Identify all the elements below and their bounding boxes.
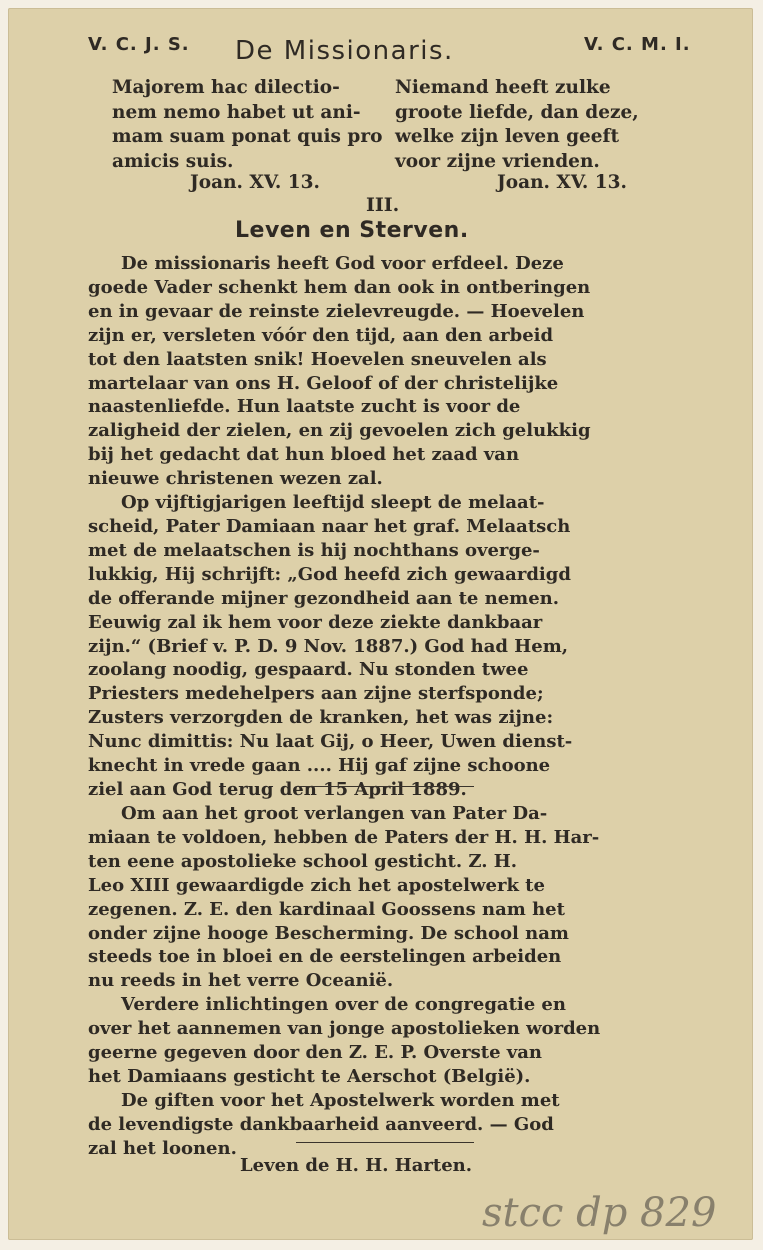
text-line: Zusters verzorgden de kranken, het was zijne:	[88, 707, 554, 729]
section-title: Leven en Sterven.	[235, 218, 469, 243]
text-line: naastenliefde. Hun laatste zucht is voor de	[88, 396, 521, 418]
text-line: zaligheid der zielen, en zij gevoelen zich gelukkig	[88, 420, 591, 442]
text-line: de levendigste dankbaarheid aanveerd. — God	[88, 1113, 554, 1135]
text-line: de offerande mijner gezondheid aan te nemen.	[88, 587, 560, 609]
text-line: zijn er, versleten vóór den tijd, aan den arbeid	[88, 324, 554, 346]
quote-line: welke zijn leven geeft	[395, 126, 620, 147]
text-line: Verdere inlichtingen over de congregatie en	[121, 994, 566, 1016]
body-section-1	[88, 252, 688, 802]
body-section-2	[88, 802, 688, 1161]
text-line: het Damiaans gesticht te Aerschot (België).	[88, 1065, 531, 1087]
text-line: scheid, Pater Damiaan naar het graf. Melaatsch	[88, 515, 571, 537]
page-title: De Missionaris.	[235, 36, 454, 66]
text-line: Eeuwig zal ik hem voor deze ziekte dankbaar	[88, 611, 543, 633]
text-line: over het aannemen van jonge apostolieken worden	[88, 1018, 601, 1040]
quote-line: voor zijne vrienden.	[395, 150, 600, 172]
quote-line: mam suam ponat quis pro	[112, 126, 383, 147]
catalog-mark-text: stcc dp 829	[482, 1190, 717, 1236]
text-line: steeds toe in bloei en de eerstelingen arbeiden	[88, 946, 562, 968]
scripture-reference-left: Joan. XV. 13.	[190, 172, 320, 193]
text-line: De giften voor het Apostelwerk worden met	[121, 1089, 560, 1111]
quote-line: Niemand heeft zulke	[395, 77, 611, 98]
text-line: met de melaatschen is hij nochthans overge-	[88, 539, 540, 561]
text-line: Op vijftigjarigen leeftijd sleept de melaat-	[121, 492, 545, 514]
text-line: miaan te voldoen, hebben de Paters der H. H. Har-	[88, 826, 600, 848]
text-line: en in gevaar de reinste zielevreugde. — Hoevelen	[88, 300, 585, 322]
text-line: tot den laatsten snik! Hoevelen sneuvelen als	[88, 348, 547, 370]
header-right-monogram: V. C. M. I.	[584, 34, 691, 55]
text-line: nu reeds in het verre Oceanië.	[88, 970, 394, 992]
divider	[296, 786, 474, 787]
quote-line: Majorem hac dilectio-	[112, 77, 340, 98]
scripture-reference-right: Joan. XV. 13.	[497, 172, 627, 193]
text-line: Om aan het groot verlangen van Pater Da-	[121, 803, 548, 824]
text-line: lukkig, Hij schrijft: „God heefd zich gewaardigd	[88, 563, 571, 585]
text-line: bij het gedacht dat hun bloed het zaad van	[88, 444, 520, 466]
text-line: knecht in vrede gaan .... Hij gaf zijne schoone	[88, 755, 551, 777]
divider	[296, 1142, 474, 1143]
quote-line: groote liefde, dan deze,	[395, 101, 639, 123]
text-line: nieuwe christenen wezen zal.	[88, 468, 383, 490]
closing-line: Leven de H. H. Harten.	[240, 1155, 473, 1176]
latin-quote	[112, 76, 387, 174]
text-line: zoolang noodig, gespaard. Nu stonden twee	[88, 659, 529, 681]
quote-line: amicis suis.	[112, 150, 234, 172]
text-line: Leo XIII gewaardigde zich het apostelwerk te	[88, 874, 545, 896]
text-line: geerne gegeven door den Z. E. P. Overste van	[88, 1042, 543, 1064]
handwritten-catalog-mark	[478, 1170, 728, 1240]
text-line: goede Vader schenkt hem dan ook in ontberingen	[88, 276, 591, 298]
part-number: III.	[366, 194, 400, 216]
header-left-monogram: V. C. J. S.	[88, 34, 190, 55]
text-line: De missionaris heeft God voor erfdeel. Deze	[121, 253, 564, 274]
text-line: zal het loonen.	[88, 1137, 237, 1159]
text-line: zijn.“ (Brief v. P. D. 9 Nov. 1887.) God had Hem,	[88, 635, 569, 657]
text-line: martelaar van ons H. Geloof of der christelijke	[88, 372, 559, 394]
text-line: onder zijne hooge Bescherming. De school nam	[88, 922, 569, 944]
dutch-quote	[395, 76, 685, 174]
text-line: zegenen. Z. E. den kardinaal Goossens nam het	[88, 898, 565, 920]
text-line: Priesters medehelpers aan zijne sterfsponde;	[88, 683, 544, 705]
text-line: ziel aan God terug den 15 April 1889.	[88, 778, 467, 800]
text-line: ten eene apostolieke school gesticht. Z. H.	[88, 850, 518, 872]
text-line: Nunc dimittis: Nu laat Gij, o Heer, Uwen dienst-	[88, 731, 573, 753]
quote-line: nem nemo habet ut ani-	[112, 101, 361, 123]
